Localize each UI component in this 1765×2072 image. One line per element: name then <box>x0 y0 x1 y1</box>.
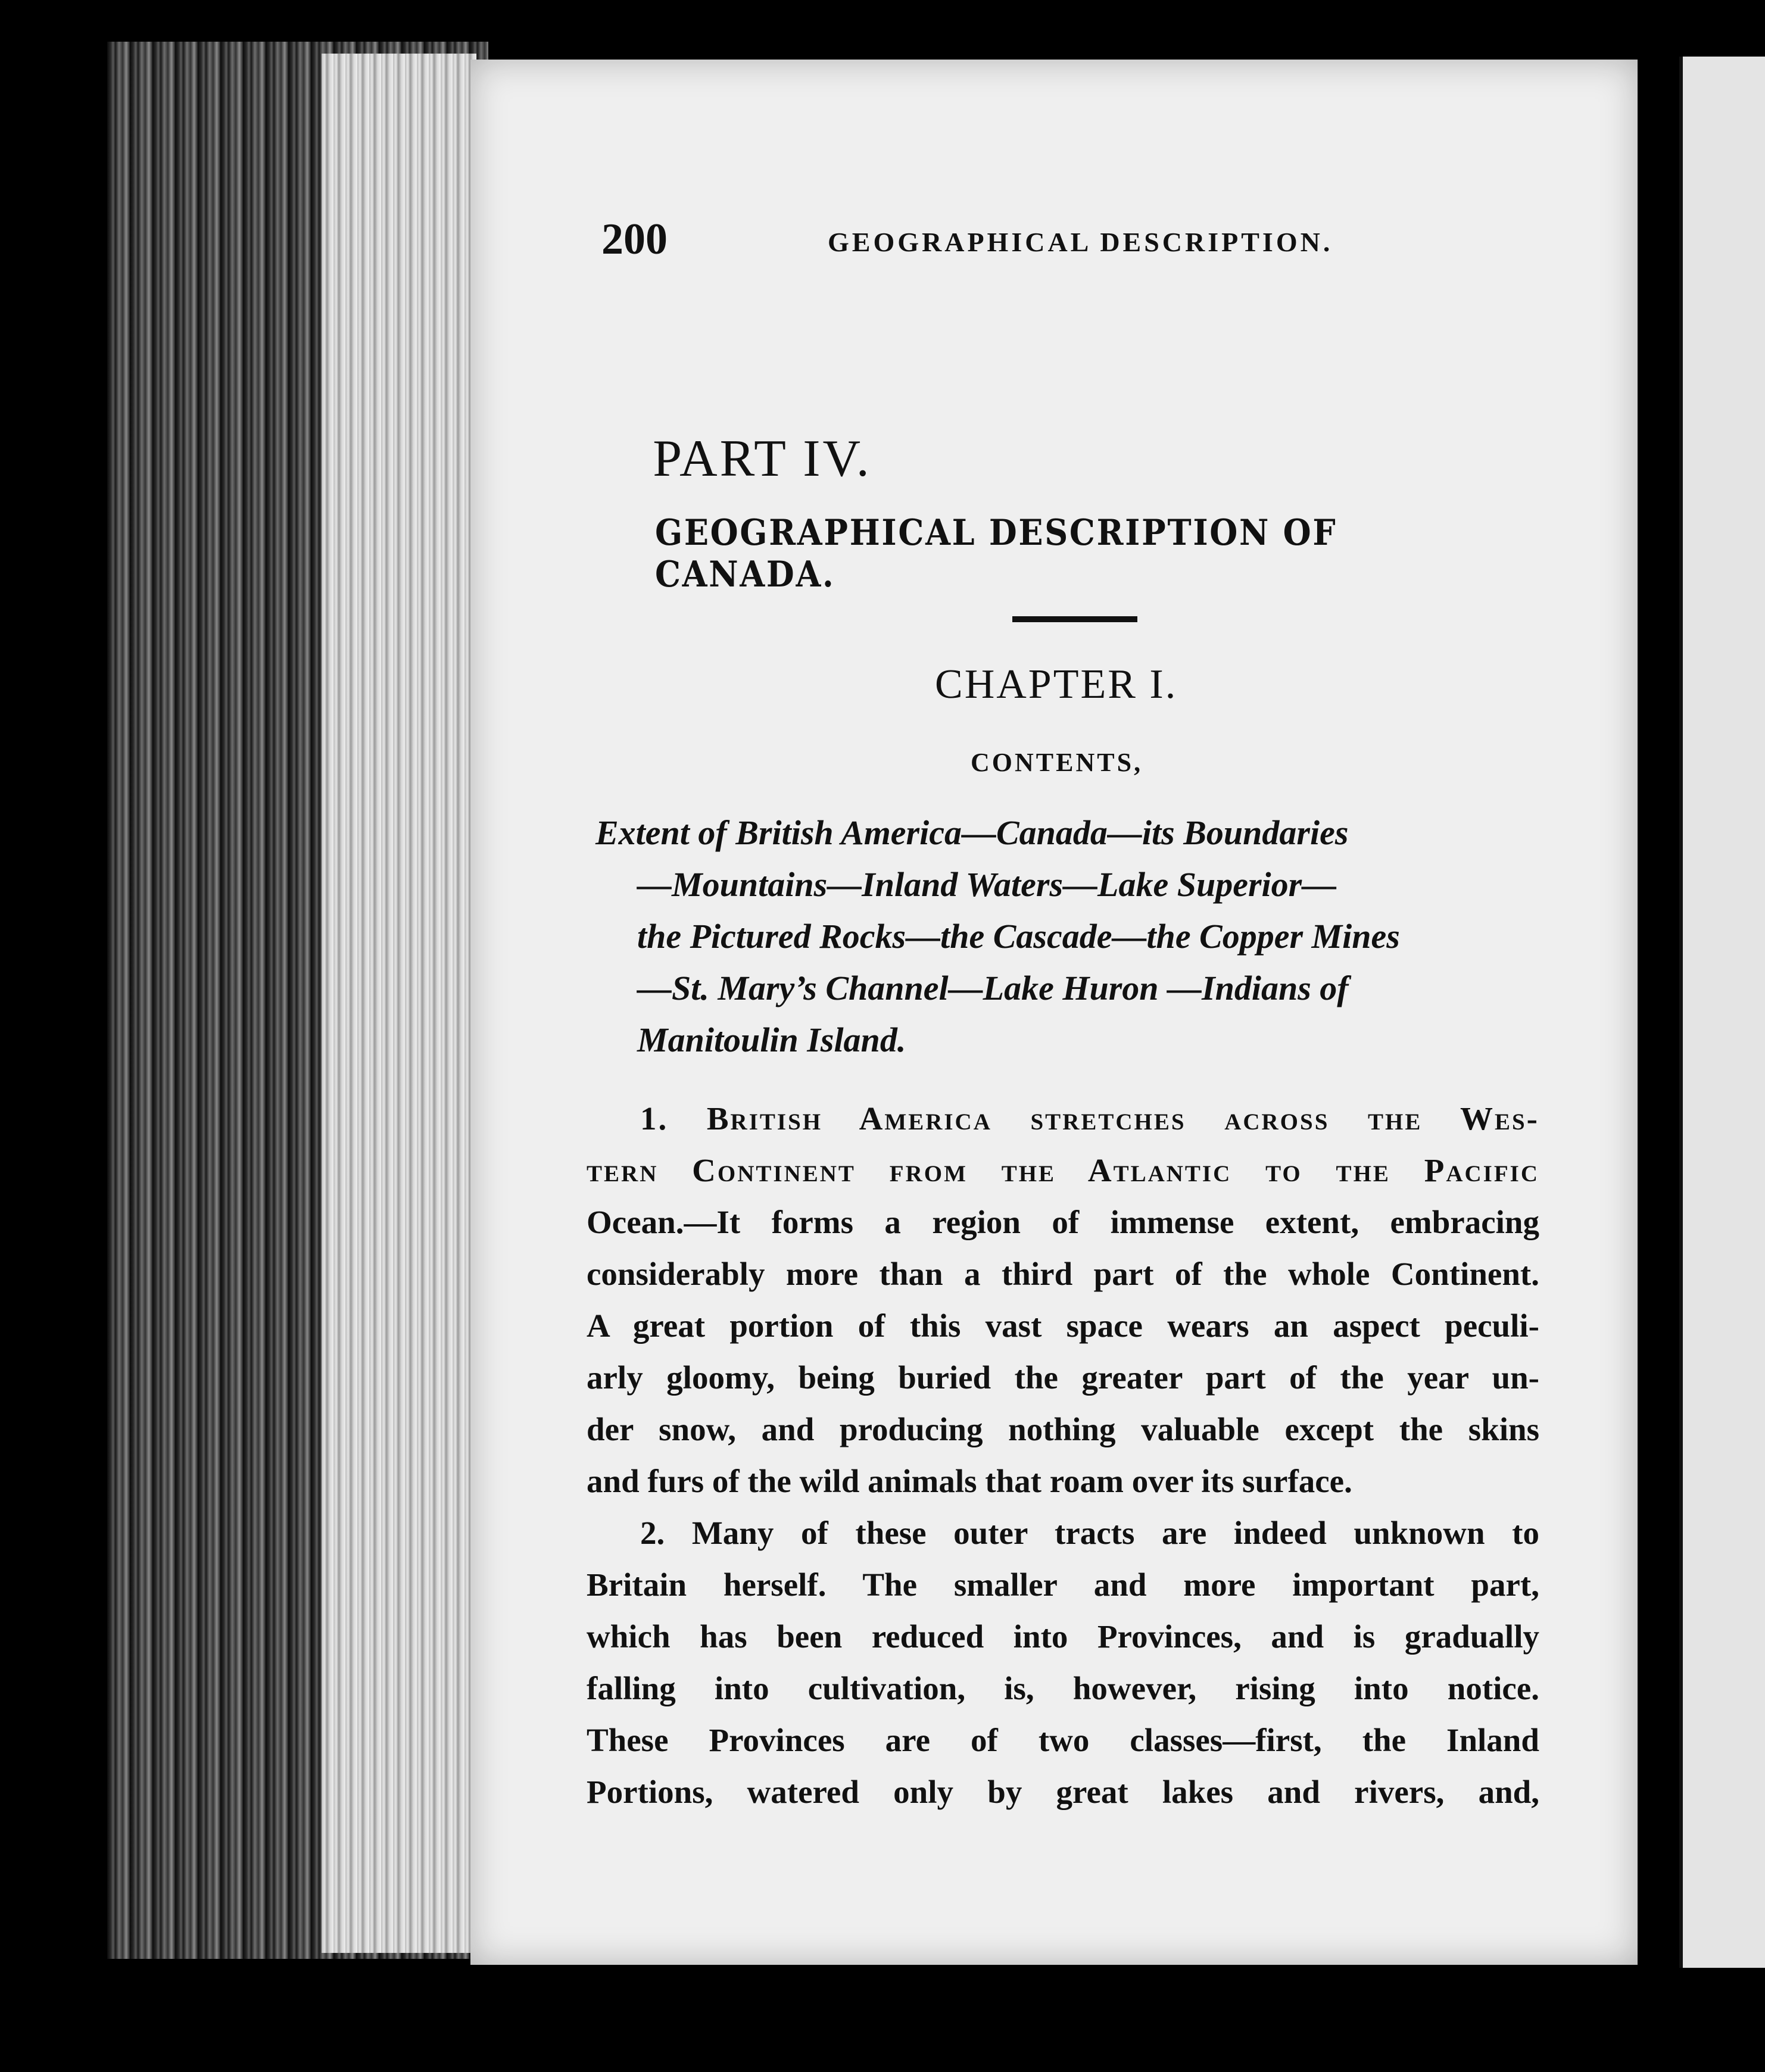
contents-summary <box>595 807 1548 1066</box>
paragraph-1-line: 1. British America stretches across the Wes- <box>640 1100 1539 1137</box>
paragraph-1-line: tern Continent from the Atlantic to the Pacific <box>587 1152 1539 1188</box>
body-text <box>587 1093 1539 1818</box>
part-title: PART IV. <box>653 430 872 488</box>
paragraph-1-line: and furs of the wild animals that roam over its surface. <box>587 1463 1352 1499</box>
title-rule <box>1012 616 1137 622</box>
running-head: GEOGRAPHICAL DESCRIPTION. <box>828 227 1333 257</box>
chapter-title: CHAPTER I. <box>935 661 1178 707</box>
paragraph-2-line: These Provinces are of two classes—first, the Inland <box>587 1722 1539 1758</box>
paragraph-1-line: considerably more than a third part of the whole Continent. <box>587 1256 1539 1292</box>
paragraph-1-line: arly gloomy, being buried the greater part of the year un- <box>587 1359 1539 1396</box>
page-header <box>601 214 1370 268</box>
paragraph-2-line: which has been reduced into Provinces, and is gradually <box>587 1618 1539 1655</box>
contents-line: the Pictured Rocks—the Cascade—the Copper Mines <box>637 917 1400 956</box>
facing-page-edge <box>1679 57 1765 1968</box>
page-number: 200 <box>601 215 668 264</box>
paragraph-2-line: Britain herself. The smaller and more important part, <box>587 1567 1539 1603</box>
contents-line: Extent of British America—Canada—its Boundaries <box>595 813 1349 852</box>
paragraph-2-line: Portions, watered only by great lakes and rivers, and, <box>587 1774 1539 1810</box>
paragraph-2-line: 2. Many of these outer tracts are indeed unknown to <box>640 1515 1539 1551</box>
contents-line: Manitoulin Island. <box>637 1021 906 1059</box>
contents-label: CONTENTS, <box>971 748 1143 777</box>
paragraph-1-line: A great portion of this vast space wears an aspect peculi- <box>587 1308 1539 1344</box>
paragraph-2-line: falling into cultivation, is, however, rising into notice. <box>587 1670 1539 1706</box>
paragraph-1-line: der snow, and producing nothing valuable except the skins <box>587 1411 1539 1447</box>
part-subtitle: GEOGRAPHICAL DESCRIPTION OF CANADA. <box>655 512 1337 595</box>
paragraph-1-line: Ocean.—It forms a region of immense extent, embracing <box>587 1204 1539 1240</box>
book-page-edges-inner <box>322 54 476 1953</box>
contents-line: —Mountains—Inland Waters—Lake Superior— <box>637 865 1337 904</box>
contents-line: —St. Mary’s Channel—Lake Huron —Indians of <box>637 969 1349 1007</box>
